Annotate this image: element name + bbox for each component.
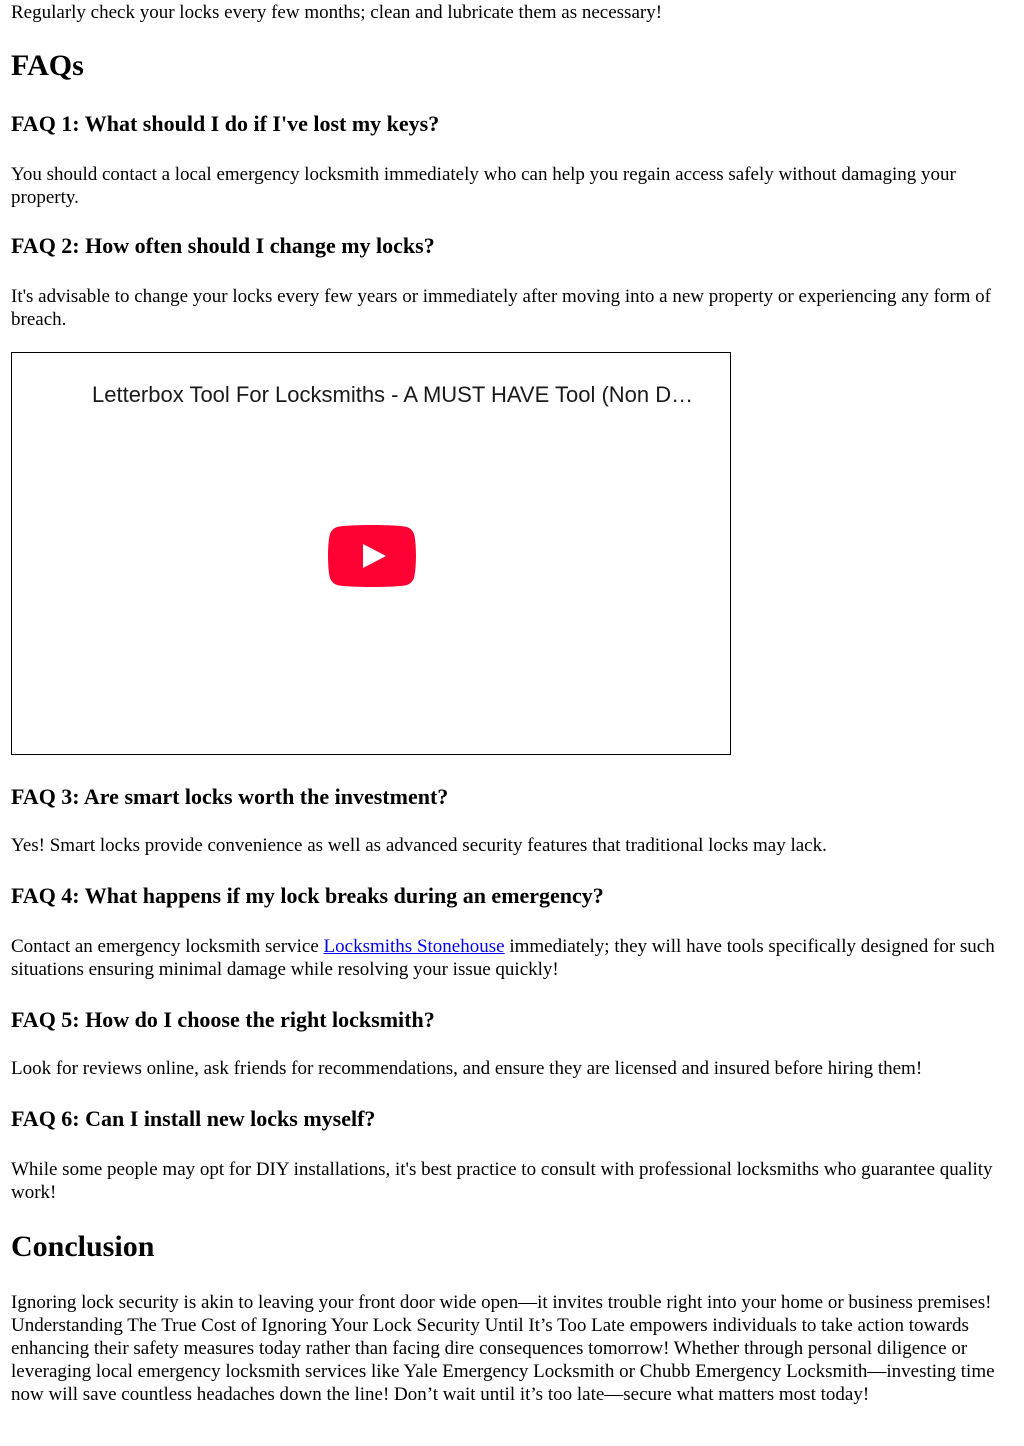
faq-answer-6: While some people may opt for DIY installations, it's best practice to consult with professional locksmiths who guarantee quality work! [11,1159,993,1203]
faq-question-3: FAQ 3: Are smart locks worth the investment? [11,784,449,809]
faq-question-2: FAQ 2: How often should I change my locks? [11,233,435,258]
faq-question-5: FAQ 5: How do I choose the right locksmith? [11,1007,435,1032]
faq-answer-2: It's advisable to change your locks every few years or immediately after moving into a new property or experiencing any form of breach. [11,286,992,330]
faq-answer-1: You should contact a local emergency locksmith immediately who can help you regain access safely without damaging your property. [11,164,956,208]
faq-question-4: FAQ 4: What happens if my lock breaks during an emergency? [11,883,604,908]
video-embed[interactable] [11,352,731,755]
faq-question-1: FAQ 1: What should I do if I've lost my keys? [11,111,440,136]
faq-answer-4-text-before: Contact an emergency locksmith service [11,936,324,957]
faq-answer-5: Look for reviews online, ask friends for recommendations, and ensure they are licensed and insured before hiring them! [11,1058,923,1079]
conclusion-heading: Conclusion [11,1230,155,1263]
youtube-play-icon[interactable] [328,525,416,587]
conclusion-paragraph: Ignoring lock security is akin to leaving your front door wide open—it invites trouble right into your home or business premises! Understanding The True Cost of Ignoring Your Lock Security Until It’s Too Late empowers individuals to take action towards enhancing their safety measures today rather than facing dire consequences tomorrow! Whether through personal diligence or leveraging local emergency locksmith services like Yale Emergency Locksmith or Chubb Emergency Locksmith—investing time now will save countless headaches down the line! Don’t wait until it’s too late—secure what matters most today! [11,1292,995,1405]
intro-tail-paragraph: Regularly check your locks every few months; clean and lubricate them as necessary! [11,2,663,23]
faqs-heading: FAQs [11,49,84,82]
faq-answer-4 [11,935,1014,981]
faq-answer-4-text-after: immediately; they will have tools specifically designed for such situations ensuring minimal damage while resolving your issue quickly! [11,936,995,980]
faq-answer-3: Yes! Smart locks provide convenience as well as advanced security features that traditional locks may lack. [11,835,827,856]
locksmiths-stonehouse-link[interactable]: Locksmiths Stonehouse [323,936,505,957]
faq-question-6: FAQ 6: Can I install new locks myself? [11,1106,376,1131]
video-title[interactable]: Letterbox Tool For Locksmiths - A MUST HAVE Tool (Non D… [92,382,694,407]
